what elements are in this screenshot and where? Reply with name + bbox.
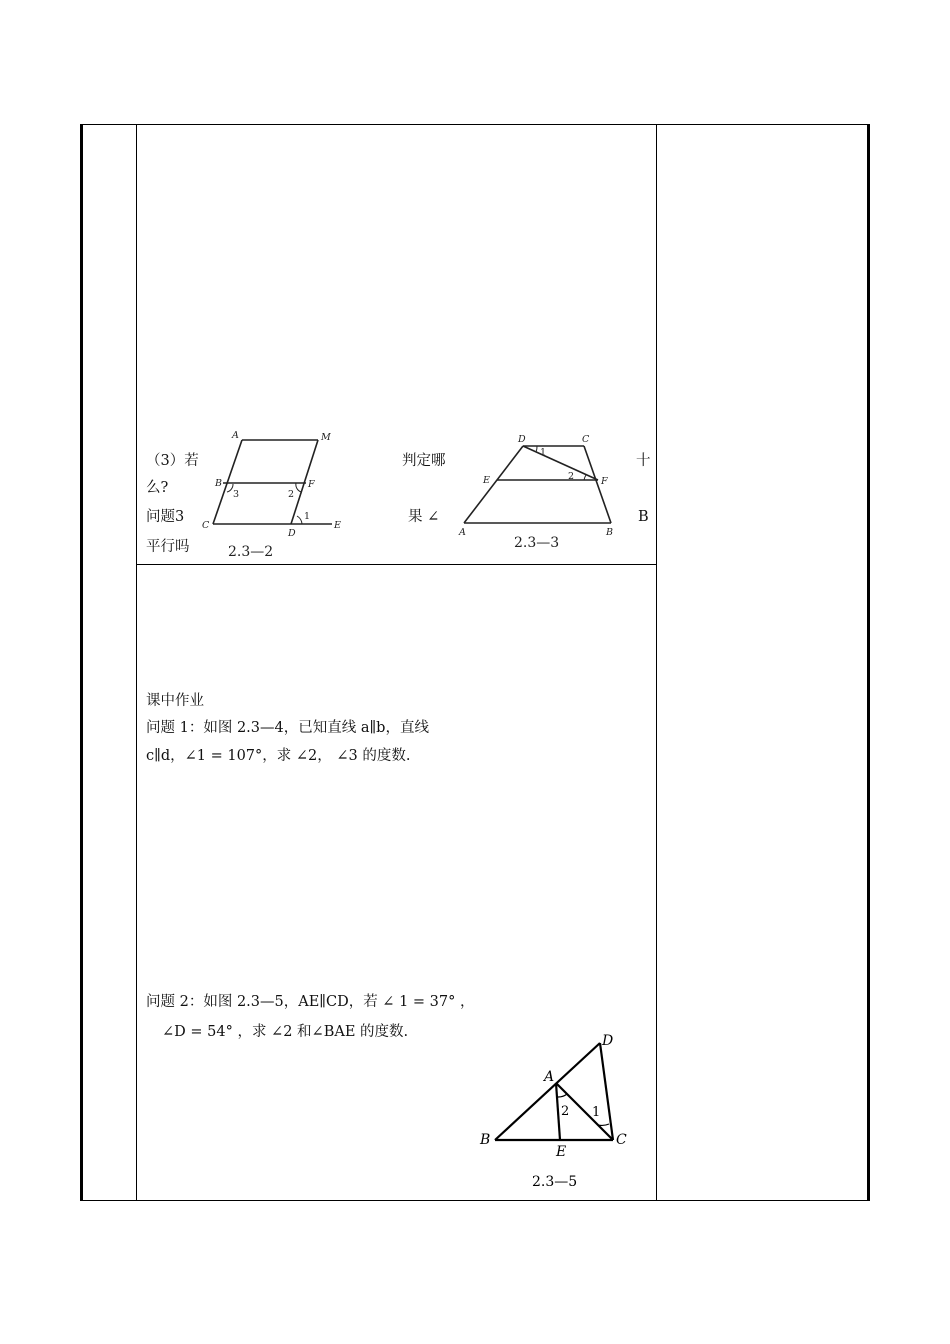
s1-line3-right: B (638, 509, 649, 525)
question-1-line2: c∥d，∠1 = 107°，求 ∠2， ∠3 的度数. (146, 748, 411, 764)
fig5-label-b: B (480, 1132, 491, 1148)
s1-line1-right: 十 (636, 453, 651, 469)
column-divider-right (656, 124, 657, 1201)
fig3-label-f: F (601, 476, 608, 487)
fig2-angle-1: 1 (304, 511, 311, 522)
s1-line1-mid: 判定哪 (402, 453, 446, 469)
fig2-label-f: F (308, 479, 315, 490)
row-divider (136, 564, 656, 565)
homework-heading: 课中作业 (146, 693, 204, 709)
figure-2-3-5 (470, 1025, 656, 1195)
figure-2-3-2 (196, 426, 356, 561)
question-2-line1: 问题 2：如图 2.3—5，AE∥CD，若 ∠ 1 = 37° ， (146, 994, 475, 1010)
s1-line3-left: 问题3 (146, 509, 185, 525)
question-1-line1: 问题 1：如图 2.3—4，已知直线 a∥b，直线 (146, 720, 429, 736)
fig2-label-d: D (288, 528, 296, 539)
fig3-label-b: B (606, 527, 613, 538)
fig3-label-c: C (582, 434, 590, 445)
fig5-angle-1: 1 (592, 1105, 601, 1120)
fig3-label-d: D (518, 434, 526, 445)
fig5-label-d: D (602, 1033, 614, 1049)
fig2-label-e: E (334, 520, 341, 531)
fig3-label-a: A (459, 527, 466, 538)
fig5-label-e: E (556, 1144, 567, 1160)
fig3-label-e: E (483, 475, 490, 486)
fig2-label-a: A (232, 430, 239, 441)
fig5-label-a: A (544, 1069, 555, 1085)
question-2-line2: ∠D = 54° ，求 ∠2 和∠BAE 的度数. (162, 1024, 409, 1040)
fig2-label-b: B (215, 478, 222, 489)
fig2-label-m: M (321, 432, 331, 443)
figure-2-3-3 (450, 426, 630, 556)
fig2-angle-3: 3 (233, 489, 240, 500)
s1-line1-left: （3）若 (146, 453, 199, 469)
fig3-angle-2: 2 (568, 471, 575, 482)
fig2-angle-2: 2 (288, 489, 295, 500)
fig2-caption: 2.3—2 (228, 544, 274, 560)
fig5-label-c: C (616, 1132, 627, 1148)
s1-line4-left: 平行吗 (146, 539, 190, 555)
s1-line2: 么? (146, 480, 169, 496)
fig3-angle-1: 1 (540, 447, 547, 458)
fig5-angle-2: 2 (561, 1104, 570, 1119)
fig3-caption: 2.3—3 (514, 535, 560, 551)
fig2-label-c: C (202, 520, 210, 531)
fig5-caption: 2.3—5 (532, 1174, 578, 1190)
column-divider-left (136, 124, 137, 1201)
s1-line3-mid: 果 ∠ (408, 509, 440, 525)
